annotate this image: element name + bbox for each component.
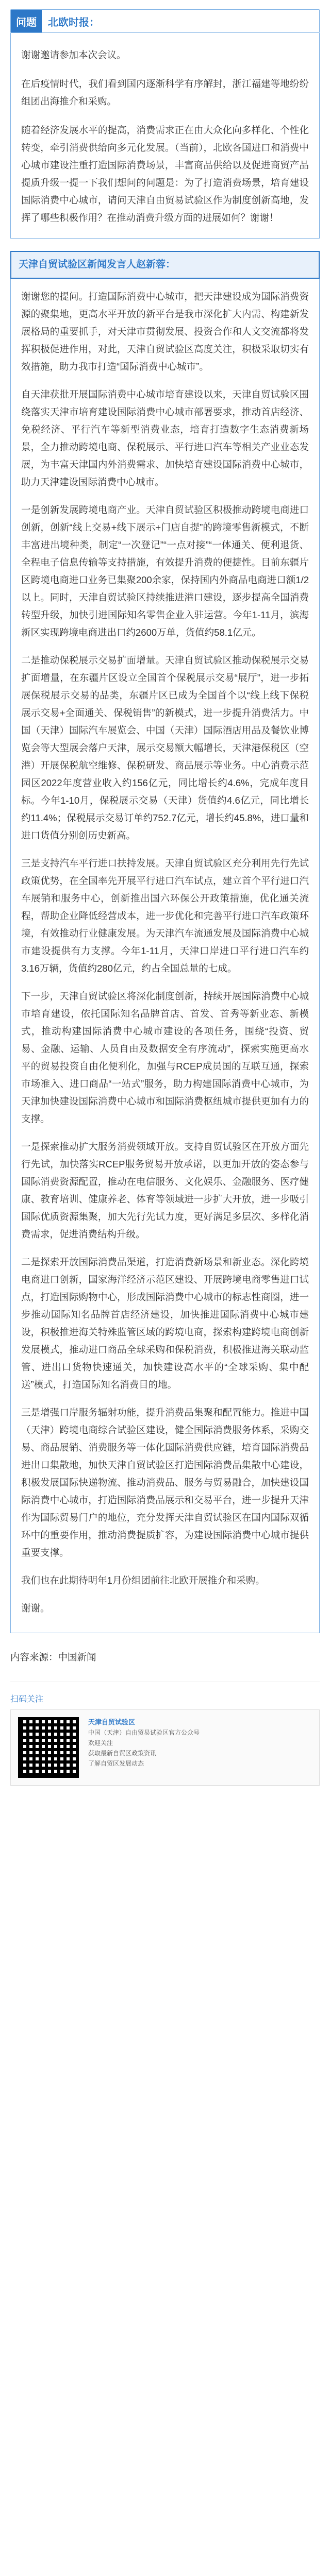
answer-para: 三是支持汽车平行进口扶持发展。天津自贸试验区充分利用先行先试政策优势，在全国率先开展平行进口汽车试点，建立首个平行进口汽车展销和服务中心，创新推出国六环保公开政策措施，优化通关流程，帮助企业降低经营成本，进一步优化和完善平行进口汽车政策环境，有效推动行业健康发展。为天津汽车流通发展及国际消费中心城市建设提供有力支撑。今年1-11月，天津口岸进口平行进口汽车约3.16万辆，货值约280亿元，约占全国总量的七成。	[21, 858, 309, 974]
follow-label: 扫码关注	[10, 1695, 44, 1704]
qr-card	[10, 1709, 320, 1786]
answer-para: 我们也在此期待明年1月份组团前往北欧开展推介和采购。	[21, 1575, 265, 1586]
qr-line: 欢迎关注	[88, 1739, 113, 1747]
qr-line: 获取最新自贸区政策资讯	[88, 1750, 157, 1757]
question-tag: 问题	[11, 10, 42, 32]
question-para2: 随着经济发展水平的提高，消费需求正在由大众化向多样化、个性化转变，牵引消费供给向多元化发展。（当前），北欧各国进口和消费中心城市建设注重打造国际消费场景，丰富商品供给以及促进商贸产品提质升级一提一下我们想问的问题是：为了打造消费场景，培育建设国际消费中心城市，请问天津自由贸易试验区作为制度创新高地，发挥了哪些积极作用？在推动消费升级方面的进展如何？谢谢！	[21, 125, 309, 223]
answer-para: 谢谢您的提问。打造国际消费中心城市，把天津建设成为国际消费资源的聚集地，更高水平开放的新平台是我市深化扩大内需、构建新发展格局的重要抓手，对天津市贯彻发展、投资合作和人文交流都将发挥积极促进作用，对此，天津自贸试验区高度关注，积极采取切实有效措施，助力我市打造“国际消费中心城市”。	[21, 291, 309, 372]
answer-para: 三是增强口岸服务辐射功能，提升消费品集聚和配置能力。推进中国（天津）跨境电商综合试验区建设，健全国际消费服务体系，采购交易、商品展销、消费服务等一体化国际消费供应链，培育国际消费品进出口集散地，加快天津自贸试验区打造国际消费品集散中心建设，积极发展国际快递物流、推动消费品、服务与贸易融合，加快建设国际消费中心城市，打造国际消费品展示和交易平台，进一步提升天津作为国际贸易门户的地位，充分发挥天津自贸试验区在国内国际双循环中的重要作用，推动消费提质扩容，为建设国际消费中心城市提供重要支撑。	[21, 1407, 309, 1558]
qr-code-icon[interactable]	[18, 1717, 79, 1778]
question-body	[10, 33, 320, 239]
qr-info	[88, 1717, 312, 1769]
question-para1: 在后疫情时代，我们看到国内逐渐科学有序解封，浙江福建等地纷纷组团出海推介和采购。	[21, 78, 309, 107]
qr-line: 中国（天津）自由贸易试验区官方公众号	[88, 1729, 200, 1736]
question-header	[10, 9, 320, 33]
answer-thanks: 谢谢。	[21, 1603, 50, 1614]
qr-line: 了解自贸区发展动态	[88, 1760, 144, 1767]
answer-para: 二是探索开放国际消费品渠道，打造消费新场景和新业态。深化跨境电商进口创新，国家海洋经济示范区建设、开展跨境电商零售进口试点，打造国际购物中心，形成国际消费中心城市的标志性商圈，进一步推动国际知名品牌首店经济建设，加快推进国际消费中心城市建设，积极推进海关特殊监管区域的跨境电商，探索构建跨境电商创新发展模式，推动进口商品全球采购和保税消费，积极推进海关联动监管、进出口货物快速通关，加快建设高水平的“全球采购、集中配送”模式，打造国际知名消费目的地。	[21, 1257, 309, 1390]
qr-org-name: 天津自贸试验区	[88, 1718, 136, 1726]
answer-para: 自天津获批开展国际消费中心城市培育建设以来，天津自贸试验区围绕落实天津市培育建设国际消费中心城市部署要求，推动首店经济、免税经济、平行汽车等新型消费业态，培育打造数字生态消费新场景，全力推动跨境电商、保税展示、平行进口汽车等相关产业业态发展，为丰富天津国内外消费需求、加快培育建设国际消费中心城市，助力天津建设国际消费中心城市。	[21, 389, 309, 487]
question-title: 北欧时报：	[48, 16, 100, 28]
answer-para: 一是创新发展跨境电商产业。天津自贸试验区积极推动跨境电商进口创新，创新“线上交易+线下展示+门店自提”的跨境零售新模式，不断丰富进出境种类，制定“一次登记”“一点对接”“一体通关、便利退货、全程电子信息传输等支持措施，有效提升消费的便捷性。目前东疆片区跨境电商进口业务已集聚200余家，保持国内外商品电商进口额1/2以上。同时，天津自贸试验区持续推进港口建设，逐步提高全国消费转型升级，加快引进国际知名零售企业入驻运营。今年1-11月，滨海新区实现跨境电商进出口约2600万单，货值约58.1亿元。	[21, 504, 309, 638]
answer-para: 下一步，天津自贸试验区将深化制度创新，持续开展国际消费中心城市培育建设，依托国际知名品牌首店、首发、首秀等新业态、新模式，推动构建国际消费中心城市建设的各项任务，围绕“投资、贸易、金融、运输、人员自由及数据安全有序流动”，探索实施更高水平的贸易投资自由化便利化，加强与RCEP成员国的互联互通，探索市场准入、进口商品“一站式”服务，助力构建国际消费中心城市，为天津加快建设国际消费中心城市和国际消费枢纽城市提供更加有力的支撑。	[21, 991, 309, 1124]
content-source: 内容来源：中国新闻	[10, 1652, 96, 1663]
answer-body	[10, 279, 320, 1633]
question-greeting: 谢谢邀请参加本次会议。	[21, 49, 126, 60]
answer-para: 一是探索推动扩大服务消费领域开放。支持自贸试验区在开放方面先行先试，加快落实RCEP服务贸易开放承诺，以更加开放的姿态参与国际消费资源配置，推动在电信服务、文化娱乐、金融服务、医疗健康、教育培训、健康养老、体育等领域进一步扩大开放，进一步吸引国际优质资源集聚，加大先行先试力度，更好满足多层次、多样化消费需求，促进消费结构升级。	[21, 1141, 309, 1240]
answer-heading: 天津自贸试验区新闻发言人赵新蓉：	[10, 251, 320, 279]
answer-para: 二是推动保税展示交易扩面增量。天津自贸试验区推动保税展示交易扩面增量，在东疆片区设立全国首个保税展示交易“展厅”，进一步拓展保税展示交易的品类，东疆片区已成为全国首个以“线上线下保税展示交易+全面通关、保税销售”的新模式，进一步提升消费活力。中国（天津）国际汽车展览会、中国（天津）国际酒店用品及餐饮业博览会等大型展会落户天津，展示交易额大幅增长，天津港保税区（空港）开展保税航空维修、保税研发、商品展示等业务。中心消费示范园区2022年度营业收入约156亿元，同比增长约4.6%，完成年度目标。今年1-10月，保税展示交易（天津）货值约4.6亿元，同比增长约11.4%；保税展示交易订单约752.7亿元，增长约45.8%，进口量和进口货值分别创历史新高。	[21, 655, 309, 841]
